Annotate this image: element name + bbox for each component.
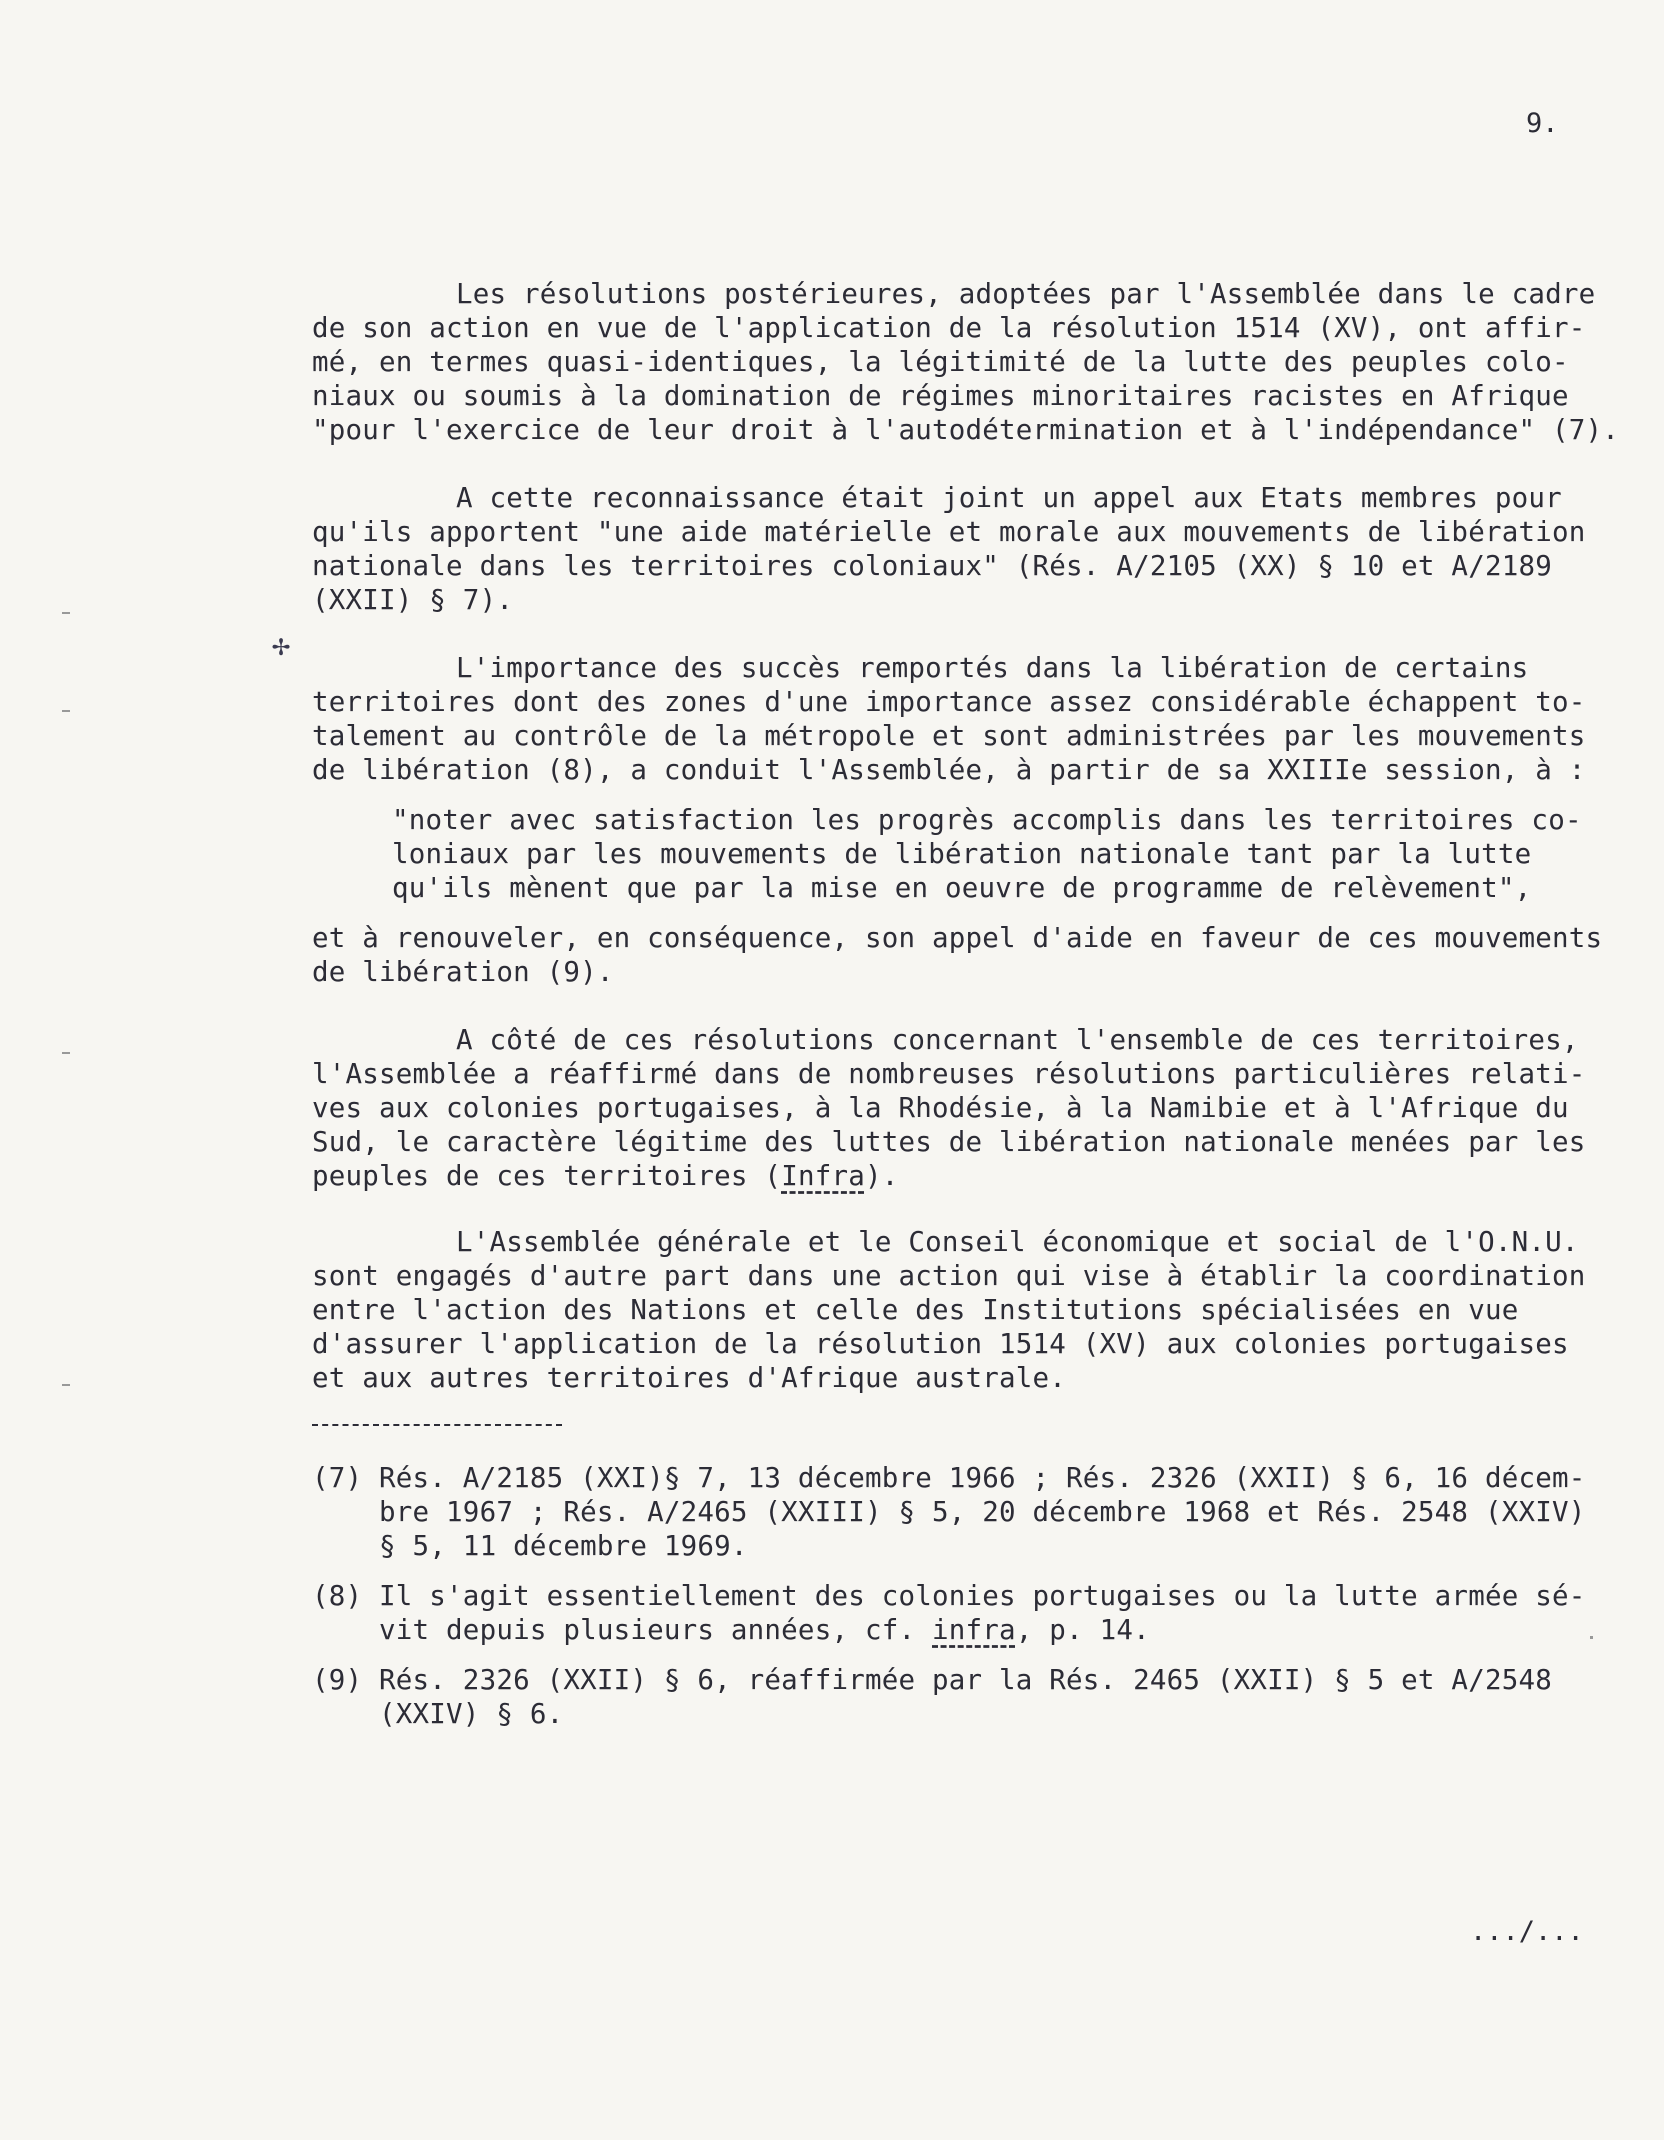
text-line: entre l'action des Nations et celle des Institutions spécialisées en vue — [312, 1294, 1519, 1326]
text-line: l'Assemblée a réaffirmé dans de nombreuses résolutions particulières relati- — [312, 1058, 1586, 1090]
underlined-reference: Infra — [781, 1160, 865, 1192]
text-line: sont engagés d'autre part dans une action qui vise à établir la coordination — [312, 1260, 1586, 1292]
footnote-line — [312, 1614, 1150, 1647]
text-line: L'Assemblée générale et le Conseil économique et social de l'O.N.U. — [456, 1226, 1579, 1258]
footnote-line: (7) Rés. A/2185 (XXI)§ 7, 13 décembre 1966 ; Rés. 2326 (XXII) § 6, 16 décem- — [312, 1462, 1586, 1494]
footnote-line: (XXIV) § 6. — [312, 1698, 564, 1730]
footnote-line: bre 1967 ; Rés. A/2465 (XXIII) § 5, 20 décembre 1968 et Rés. 2548 (XXIV) — [312, 1496, 1586, 1528]
margin-dot — [62, 1384, 70, 1386]
margin-dot — [62, 1052, 70, 1054]
text-line: et aux autres territoires d'Afrique australe. — [312, 1362, 1067, 1394]
text-line: ves aux colonies portugaises, à la Rhodésie, à la Namibie et à l'Afrique du — [312, 1092, 1569, 1124]
text-line: de son action en vue de l'application de la résolution 1514 (XV), ont affir- — [312, 312, 1586, 344]
text-line: d'assurer l'application de la résolution 1514 (XV) aux colonies portugaises — [312, 1328, 1569, 1360]
text-line: mé, en termes quasi-identiques, la légitimité de la lutte des peuples colo- — [312, 346, 1569, 378]
margin-mark-icon: ✢ — [272, 628, 291, 663]
text-segment: ). — [864, 1160, 899, 1192]
footnote-line: (8) Il s'agit essentiellement des colonies portugaises ou la lutte armée sé- — [312, 1580, 1586, 1612]
text-segment: , p. 14. — [1015, 1614, 1150, 1646]
margin-dot — [62, 612, 70, 614]
text-line: et à renouveler, en conséquence, son appel d'aide en faveur de ces mouvements — [312, 922, 1603, 954]
quote-line: loniaux par les mouvements de libération nationale tant par la lutte — [392, 838, 1532, 870]
underlined-reference: infra — [932, 1614, 1016, 1646]
text-line: Sud, le caractère légitime des luttes de libération nationale menées par les — [312, 1126, 1586, 1158]
text-line: L'importance des succès remportés dans la libération de certains — [456, 652, 1529, 684]
margin-dot — [1590, 1636, 1593, 1639]
text-segment: vit depuis plusieurs années, cf. — [312, 1614, 932, 1646]
text-line: de libération (9). — [312, 956, 614, 988]
text-line: niaux ou soumis à la domination de régimes minoritaires racistes en Afrique — [312, 380, 1569, 412]
text-line: talement au contrôle de la métropole et sont administrées par les mouvements — [312, 720, 1586, 752]
footnote-separator — [312, 1424, 562, 1426]
text-line — [312, 1160, 899, 1193]
margin-dot — [62, 710, 70, 712]
text-line: A côté de ces résolutions concernant l'ensemble de ces territoires, — [456, 1024, 1579, 1056]
text-line: qu'ils apportent "une aide matérielle et morale aux mouvements de libération — [312, 516, 1586, 548]
page-number: 9. — [1526, 108, 1559, 139]
text-line: nationale dans les territoires coloniaux" (Rés. A/2105 (XX) § 10 et A/2189 — [312, 550, 1552, 582]
text-segment: peuples de ces territoires ( — [312, 1160, 782, 1192]
text-line: A cette reconnaissance était joint un appel aux Etats membres pour — [456, 482, 1562, 514]
text-line: Les résolutions postérieures, adoptées par l'Assemblée dans le cadre — [456, 278, 1596, 310]
continuation-marker: .../... — [1470, 1916, 1584, 1947]
text-line: territoires dont des zones d'une importance assez considérable échappent to- — [312, 686, 1586, 718]
text-line: "pour l'exercice de leur droit à l'autodétermination et à l'indépendance" (7). — [312, 414, 1619, 446]
text-line: (XXII) § 7). — [312, 584, 514, 616]
quote-line: qu'ils mènent que par la mise en oeuvre de programme de relèvement", — [392, 872, 1532, 904]
footnote-line: § 5, 11 décembre 1969. — [312, 1530, 748, 1562]
quote-line: "noter avec satisfaction les progrès accomplis dans les territoires co- — [392, 804, 1582, 836]
footnote-line: (9) Rés. 2326 (XXII) § 6, réaffirmée par la Rés. 2465 (XXII) § 5 et A/2548 — [312, 1664, 1552, 1696]
text-line: de libération (8), a conduit l'Assemblée, à partir de sa XXIIIe session, à : — [312, 754, 1586, 786]
